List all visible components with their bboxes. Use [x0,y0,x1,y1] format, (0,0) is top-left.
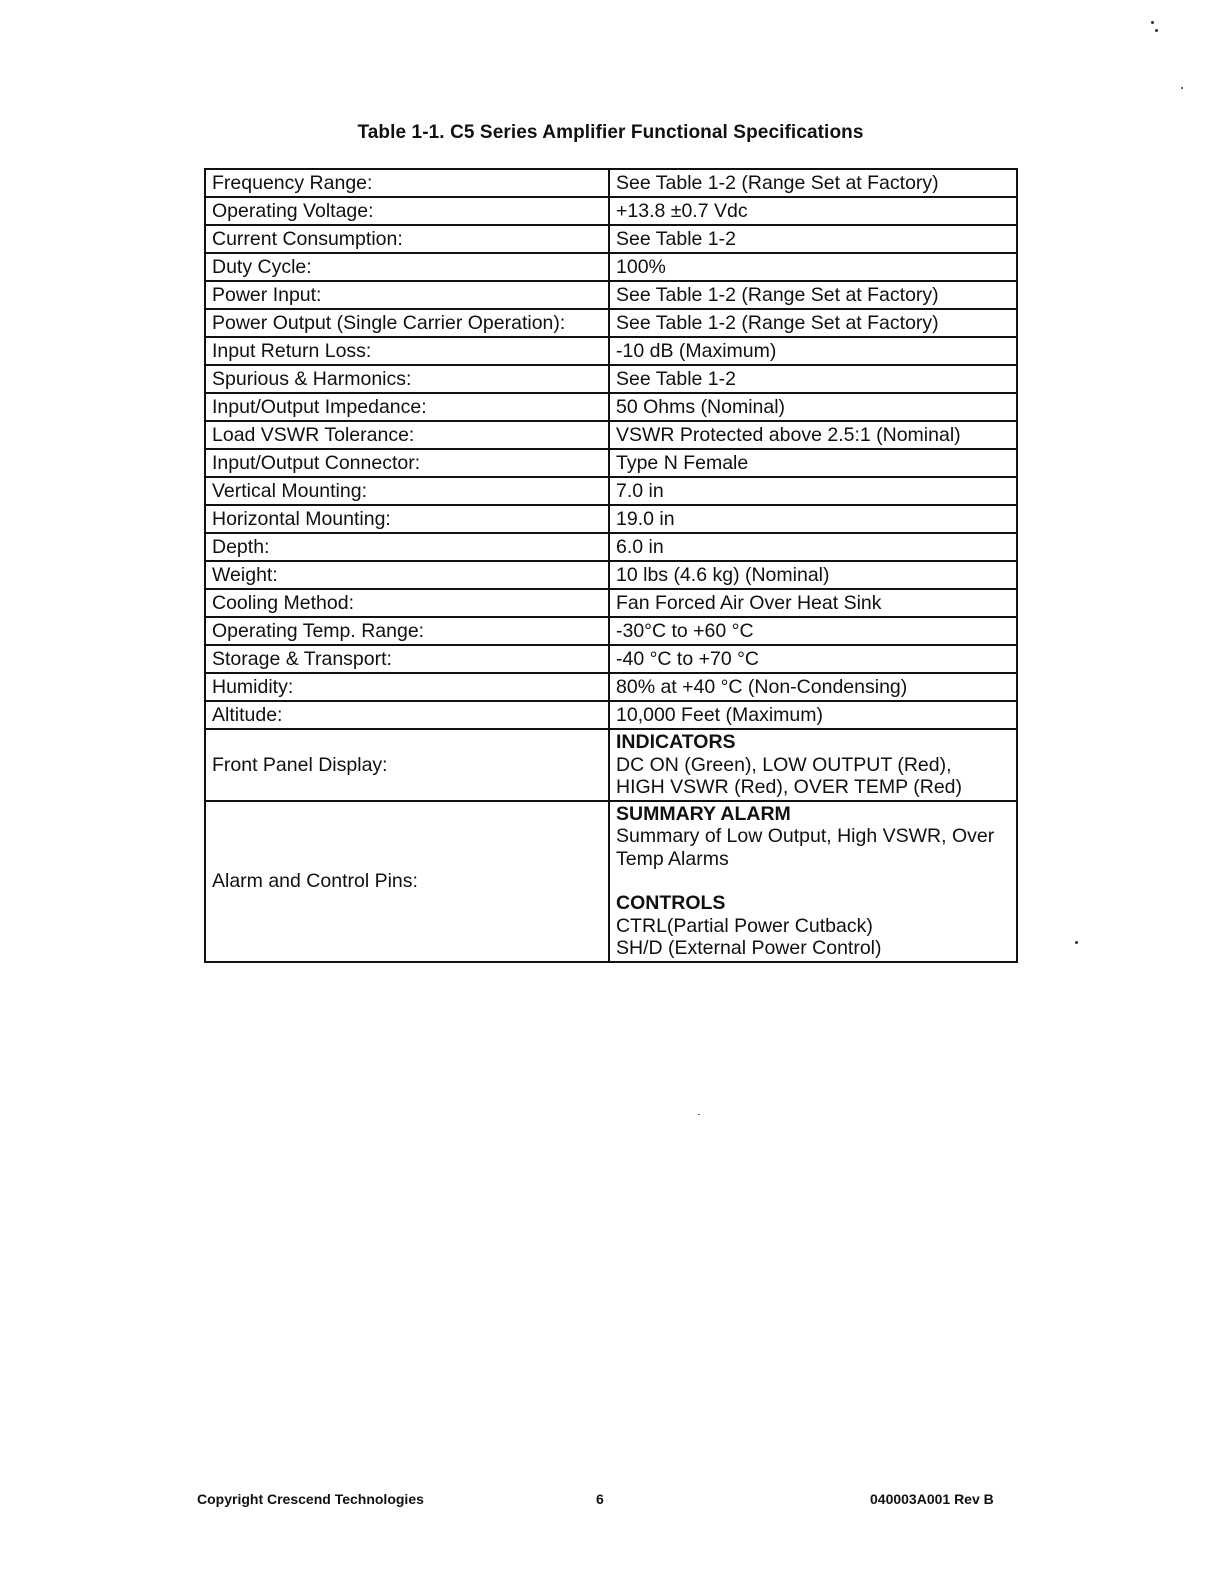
spec-value: 19.0 in [609,505,1017,533]
spec-value: VSWR Protected above 2.5:1 (Nominal) [609,421,1017,449]
table-row [205,701,1017,729]
table-row [205,281,1017,309]
table-row [205,253,1017,281]
spec-label: Altitude: [205,701,609,729]
spec-label: Spurious & Harmonics: [205,365,609,393]
controls-line: CTRL(Partial Power Cutback) [616,914,873,937]
spec-value: 6.0 in [609,533,1017,561]
spec-value: Type N Female [609,449,1017,477]
spec-value: -40 °C to +70 °C [609,645,1017,673]
indicators-line: DC ON (Green), LOW OUTPUT (Red), [616,753,952,776]
spec-value: See Table 1-2 (Range Set at Factory) [609,169,1017,197]
table-row [205,645,1017,673]
spec-value: +13.8 ±0.7 Vdc [609,197,1017,225]
spec-label: Load VSWR Tolerance: [205,421,609,449]
spec-label: Vertical Mounting: [205,477,609,505]
table-row [205,533,1017,561]
spacer [616,870,1010,892]
footer-copyright: Copyright Crescend Technologies [197,1491,424,1507]
table-row [205,197,1017,225]
spec-label: Depth: [205,533,609,561]
spec-table [204,168,1018,963]
spec-value: -30°C to +60 °C [609,617,1017,645]
spec-value: 100% [609,253,1017,281]
spec-value-front-panel [609,729,1017,801]
table-row [205,505,1017,533]
spec-value-alarm-control [609,801,1017,962]
spec-label: Humidity: [205,673,609,701]
spec-label: Alarm and Control Pins: [205,801,609,962]
summary-alarm-line: Summary of Low Output, High VSWR, Over [616,825,995,847]
spec-label: Horizontal Mounting: [205,505,609,533]
spec-label: Power Input: [205,281,609,309]
spec-label: Current Consumption: [205,225,609,253]
spec-label: Operating Temp. Range: [205,617,609,645]
footer-doc-id: 040003A001 Rev B [870,1491,994,1507]
spec-label: Duty Cycle: [205,253,609,281]
table-row [205,309,1017,337]
table-row [205,561,1017,589]
spec-label: Operating Voltage: [205,197,609,225]
scan-speck [698,1114,700,1115]
table-row [205,477,1017,505]
table-row-alarm-control [205,801,1017,962]
spec-value: See Table 1-2 [609,225,1017,253]
spec-label: Front Panel Display: [205,729,609,801]
scan-speck [1155,29,1158,32]
spec-label: Power Output (Single Carrier Operation): [205,309,609,337]
scan-speck [1151,21,1154,24]
summary-alarm-heading: SUMMARY ALARM [616,802,791,825]
scan-speck [1181,87,1183,89]
spec-label: Cooling Method: [205,589,609,617]
table-row [205,393,1017,421]
spec-value: -10 dB (Maximum) [609,337,1017,365]
spec-label: Input/Output Connector: [205,449,609,477]
table-row [205,337,1017,365]
scan-speck [1075,941,1078,944]
indicators-heading: INDICATORS [616,731,736,753]
table-row-front-panel [205,729,1017,801]
table-row [205,365,1017,393]
table-row [205,225,1017,253]
table-row [205,617,1017,645]
indicators-line: HIGH VSWR (Red), OVER TEMP (Red) [616,776,963,798]
spec-value: See Table 1-2 (Range Set at Factory) [609,281,1017,309]
spec-label: Frequency Range: [205,169,609,197]
spec-value: 50 Ohms (Nominal) [609,393,1017,421]
table-row [205,589,1017,617]
spec-label: Input/Output Impedance: [205,393,609,421]
controls-line: SH/D (External Power Control) [616,937,882,959]
spec-label: Input Return Loss: [205,337,609,365]
spec-value: 80% at +40 °C (Non-Condensing) [609,673,1017,701]
summary-alarm-line: Temp Alarms [616,847,729,870]
footer-page-number: 6 [596,1491,604,1507]
table-row [205,421,1017,449]
spec-value: Fan Forced Air Over Heat Sink [609,589,1017,617]
spec-value: 10,000 Feet (Maximum) [609,701,1017,729]
spec-label: Weight: [205,561,609,589]
controls-heading: CONTROLS [616,892,726,914]
spec-value: 7.0 in [609,477,1017,505]
spec-value: See Table 1-2 (Range Set at Factory) [609,309,1017,337]
spec-value: See Table 1-2 [609,365,1017,393]
spec-label: Storage & Transport: [205,645,609,673]
page-title: Table 1-1. C5 Series Amplifier Functional Specifications [357,122,864,143]
table-row [205,169,1017,197]
table-row [205,673,1017,701]
spec-value: 10 lbs (4.6 kg) (Nominal) [609,561,1017,589]
table-row [205,449,1017,477]
